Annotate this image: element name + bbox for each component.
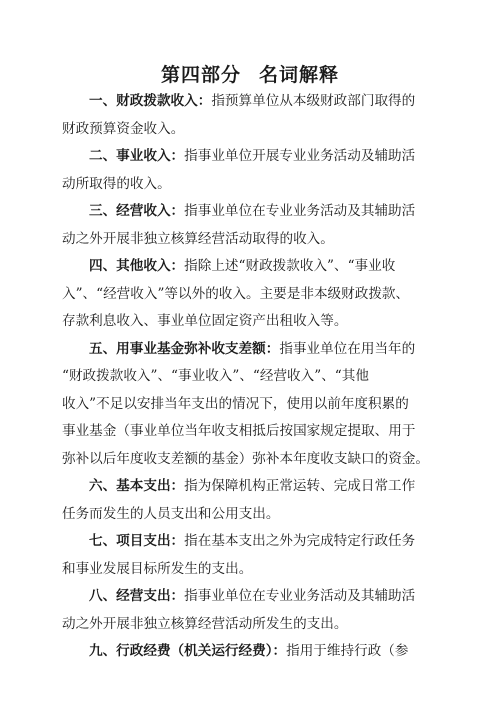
definition-line [62,611,440,639]
definition-line [62,446,440,474]
definition-line [62,391,440,419]
definition-text: 动之外开展非独立核算经营活动取得的收入。 [62,230,334,247]
definition-term: 四、其他收入： [89,258,185,274]
definition-paragraph [62,638,440,666]
definition-paragraph [62,473,440,528]
definition-line [62,638,440,666]
definition-term: 六、基本支出： [89,478,185,494]
definition-text: 指事业单位开展专业业务活动及辅助活 [184,148,416,164]
title-part: 第四部分 [160,64,241,86]
definition-line [62,116,440,144]
definition-text: 入”、“经营收入”等以外的收入。主要是非本级财政拨款、 [62,285,410,302]
definition-term: 三、经营收入： [89,203,185,219]
definition-term: 九、行政经费（机关运行经费）： [89,643,287,659]
definition-text: 任务而发生的人员支出和公用支出。 [62,505,280,522]
definitions-body [62,88,440,666]
definition-term: 二、事业收入： [89,148,185,164]
definition-line [62,473,440,501]
definition-line [62,143,440,171]
definition-text: “财政拨款收入”、“事业收入”、“经营收入”、“其他 [62,368,369,384]
definition-line [62,336,440,364]
definition-paragraph [62,253,440,336]
definition-term: 五、用事业基金弥补收支差额： [89,340,280,357]
definition-paragraph [62,583,440,638]
definition-paragraph [62,143,440,198]
page-title [0,60,500,87]
definition-line [62,501,440,529]
definition-line [62,363,440,391]
definition-text: 财政预算资金收入。 [62,120,185,137]
title-name: 名词解释 [259,64,340,86]
definition-text: 指事业单位在专业业务活动及其辅助活 [184,588,416,604]
definition-line [62,418,440,446]
definition-text: 动之外开展非独立核算经营活动所发生的支出。 [62,615,348,632]
definition-line [62,171,440,199]
definition-term: 八、经营支出： [89,588,185,604]
definition-text: 指事业单位在用当年的 [279,340,416,357]
definition-text: 指在基本支出之外为完成特定行政任务 [184,533,416,549]
definition-text: 和事业发展目标所发生的支出。 [62,560,253,577]
definition-term: 一、财政拨款收入： [89,93,212,109]
definition-term: 七、项目支出： [89,533,185,549]
definition-line [62,88,440,116]
definition-line [62,556,440,584]
definition-line [62,281,440,309]
definition-text: 指除上述“财政拨款收入”、“事业收 [184,258,396,274]
definition-paragraph [62,88,440,143]
definition-text: 动所取得的收入。 [62,175,171,192]
definition-text: 指用于维持行政（参 [286,643,409,659]
definition-line [62,226,440,254]
definition-text: 指为保障机构正常运转、完成日常工作 [184,478,416,494]
definition-line [62,528,440,556]
definition-text: 收入”不足以安排当年支出的情况下，使用以前年度积累的 [62,395,409,412]
definition-text: 存款利息收入、事业单位固定资产出租收入等。 [62,313,348,329]
definition-line [62,583,440,611]
definition-text: 指事业单位在专业业务活动及其辅助活 [184,203,416,219]
definition-line [62,198,440,226]
definition-line [62,308,440,336]
definition-paragraph [62,336,440,474]
definition-line [62,253,440,281]
definition-text: 事业基金（事业单位当年收支相抵后按国家规定提取、用于 [62,423,416,439]
definition-text: 指预算单位从本级财政部门取得的 [211,93,416,109]
definition-text: 弥补以后年度收支差额的基金）弥补本年度收支缺口的资金。 [62,450,430,467]
definition-paragraph [62,198,440,253]
definition-paragraph [62,528,440,583]
